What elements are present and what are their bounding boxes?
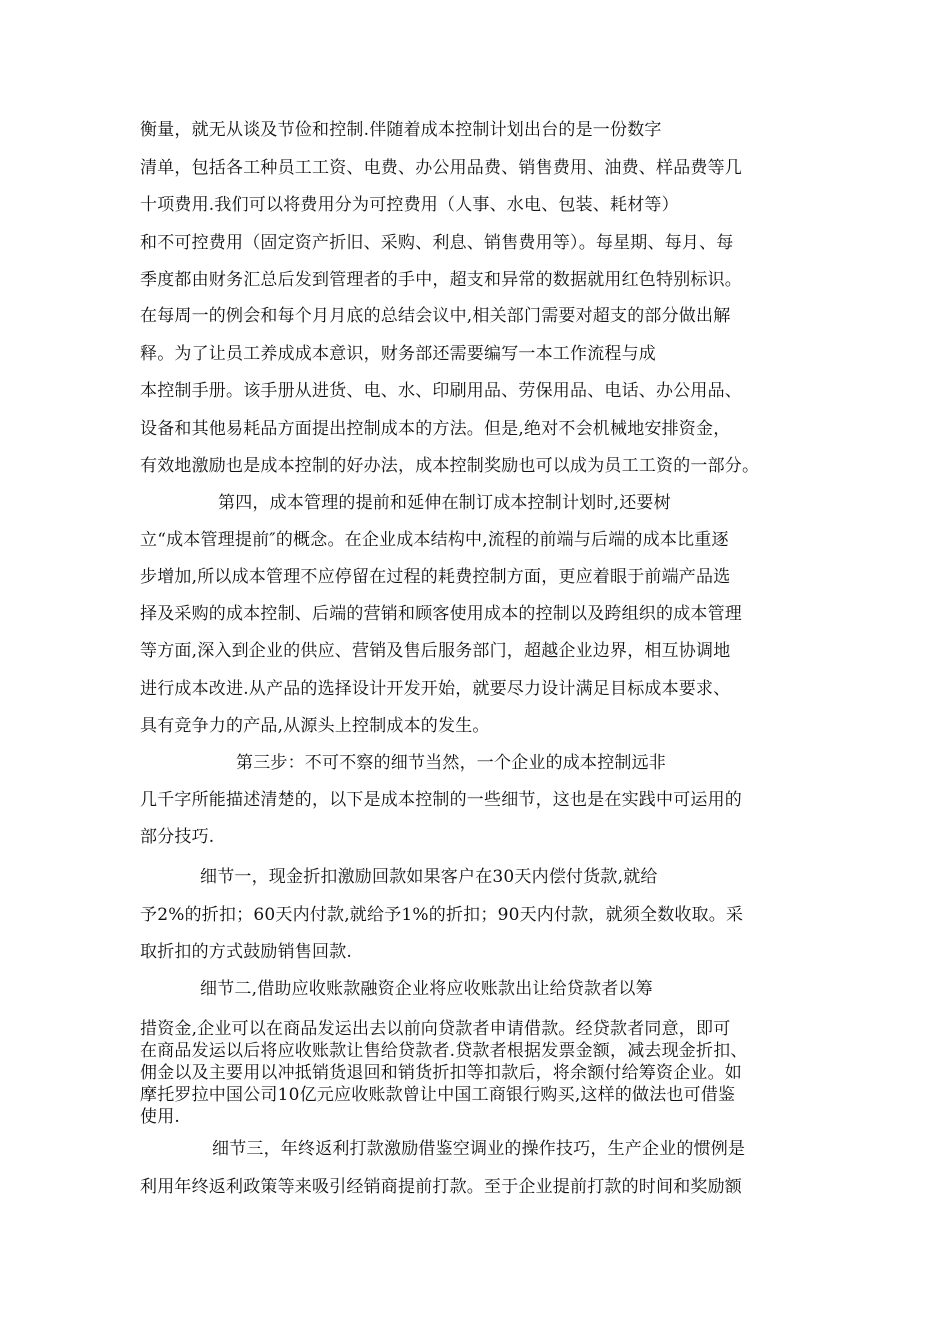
text-line: 和不可控费用（固定资产折旧、采购、利息、销售费用等）。每星期、每月、每 (140, 233, 734, 253)
text-line: 使用. (140, 1107, 181, 1127)
text-line: 十项费用.我们可以将费用分为可控费用（人事、水电、包装、耗材等） (140, 195, 679, 215)
text-line: 择及采购的成本控制、后端的营销和顾客使用成本的控制以及跨组织的成本管理 (140, 604, 742, 624)
text-line: 释。为了让员工养成成本意识，财务部还需要编写一本工作流程与成 (140, 344, 656, 364)
text-line: 几千字所能描述清楚的，以下是成本控制的一些细节，这也是在实践中可运用的 (140, 790, 742, 810)
text-line: 等方面,深入到企业的供应、营销及售后服务部门，超越企业边界，相互协调地 (140, 641, 731, 661)
text-line: 设备和其他易耗品方面提出控制成本的方法。但是,绝对不会机械地安排资金， (140, 419, 731, 439)
detail-heading-line: 细节三，年终返利打款激励借鉴空调业的操作技巧，生产企业的惯例是 (212, 1139, 746, 1159)
detail-heading-line: 细节一，现金折扣激励回款如果客户在30天内偿付货款,就给 (200, 867, 658, 887)
text-line: 衡量，就无从谈及节俭和控制.伴随着成本控制计划出台的是一份数字 (140, 120, 662, 140)
text-line: 清单，包括各工种员工工资、电费、办公用品费、销售费用、油费、样品费等几 (140, 158, 742, 178)
text-line: 措资金,企业可以在商品发运出去以前向贷款者申请借款。经贷款者同意，即可 (140, 1019, 731, 1039)
text-line: 本控制手册。该手册从进货、电、水、印刷用品、劳保用品、电话、办公用品、 (140, 381, 742, 401)
section-heading-line: 第三步：不可不察的细节当然，一个企业的成本控制远非 (236, 753, 666, 773)
text-line: 摩托罗拉中国公司10亿元应收账款曾让中国工商银行购买,这样的做法也可借鉴 (140, 1085, 736, 1105)
text-line: 佣金以及主要用以冲抵销货退回和销货折扣等扣款后，将余额付给筹资企业。如 (140, 1063, 742, 1083)
text-line: 取折扣的方式鼓励销售回款. (140, 942, 353, 962)
text-line: 具有竞争力的产品,从源头上控制成本的发生。 (140, 716, 490, 736)
text-line: 立“成本管理提前″的概念。在企业成本结构中,流程的前端与后端的成本比重逐 (140, 530, 729, 550)
text-line: 进行成本改进.从产品的选择设计开发开始，就要尽力设计满足目标成本要求、 (140, 679, 731, 699)
text-line: 部分技巧. (140, 827, 215, 847)
text-line: 步增加,所以成本管理不应停留在过程的耗费控制方面，更应着眼于前端产品选 (140, 567, 731, 587)
text-line: 有效地激励也是成本控制的好办法，成本控制奖励也可以成为员工工资的一部分。 (140, 456, 760, 476)
section-heading-line: 第四，成本管理的提前和延伸在制订成本控制计划时,还要树 (218, 493, 671, 513)
text-line: 在商品发运以后将应收账款让售给贷款者.贷款者根据发票金额，减去现金折扣、 (140, 1041, 748, 1061)
text-line: 在每周一的例会和每个月月底的总结会议中,相关部门需要对超支的部分做出解 (140, 306, 731, 326)
text-line: 季度都由财务汇总后发到管理者的手中，超支和异常的数据就用红色特别标识。 (140, 270, 742, 290)
text-line: 予2%的折扣；60天内付款,就给予1%的折扣；90天内付款，就须全数收取。采 (140, 905, 744, 925)
text-line: 利用年终返利政策等来吸引经销商提前打款。至于企业提前打款的时间和奖励额 (140, 1177, 742, 1197)
detail-heading-line: 细节二,借助应收账款融资企业将应收账款出让给贷款者以筹 (200, 979, 653, 999)
